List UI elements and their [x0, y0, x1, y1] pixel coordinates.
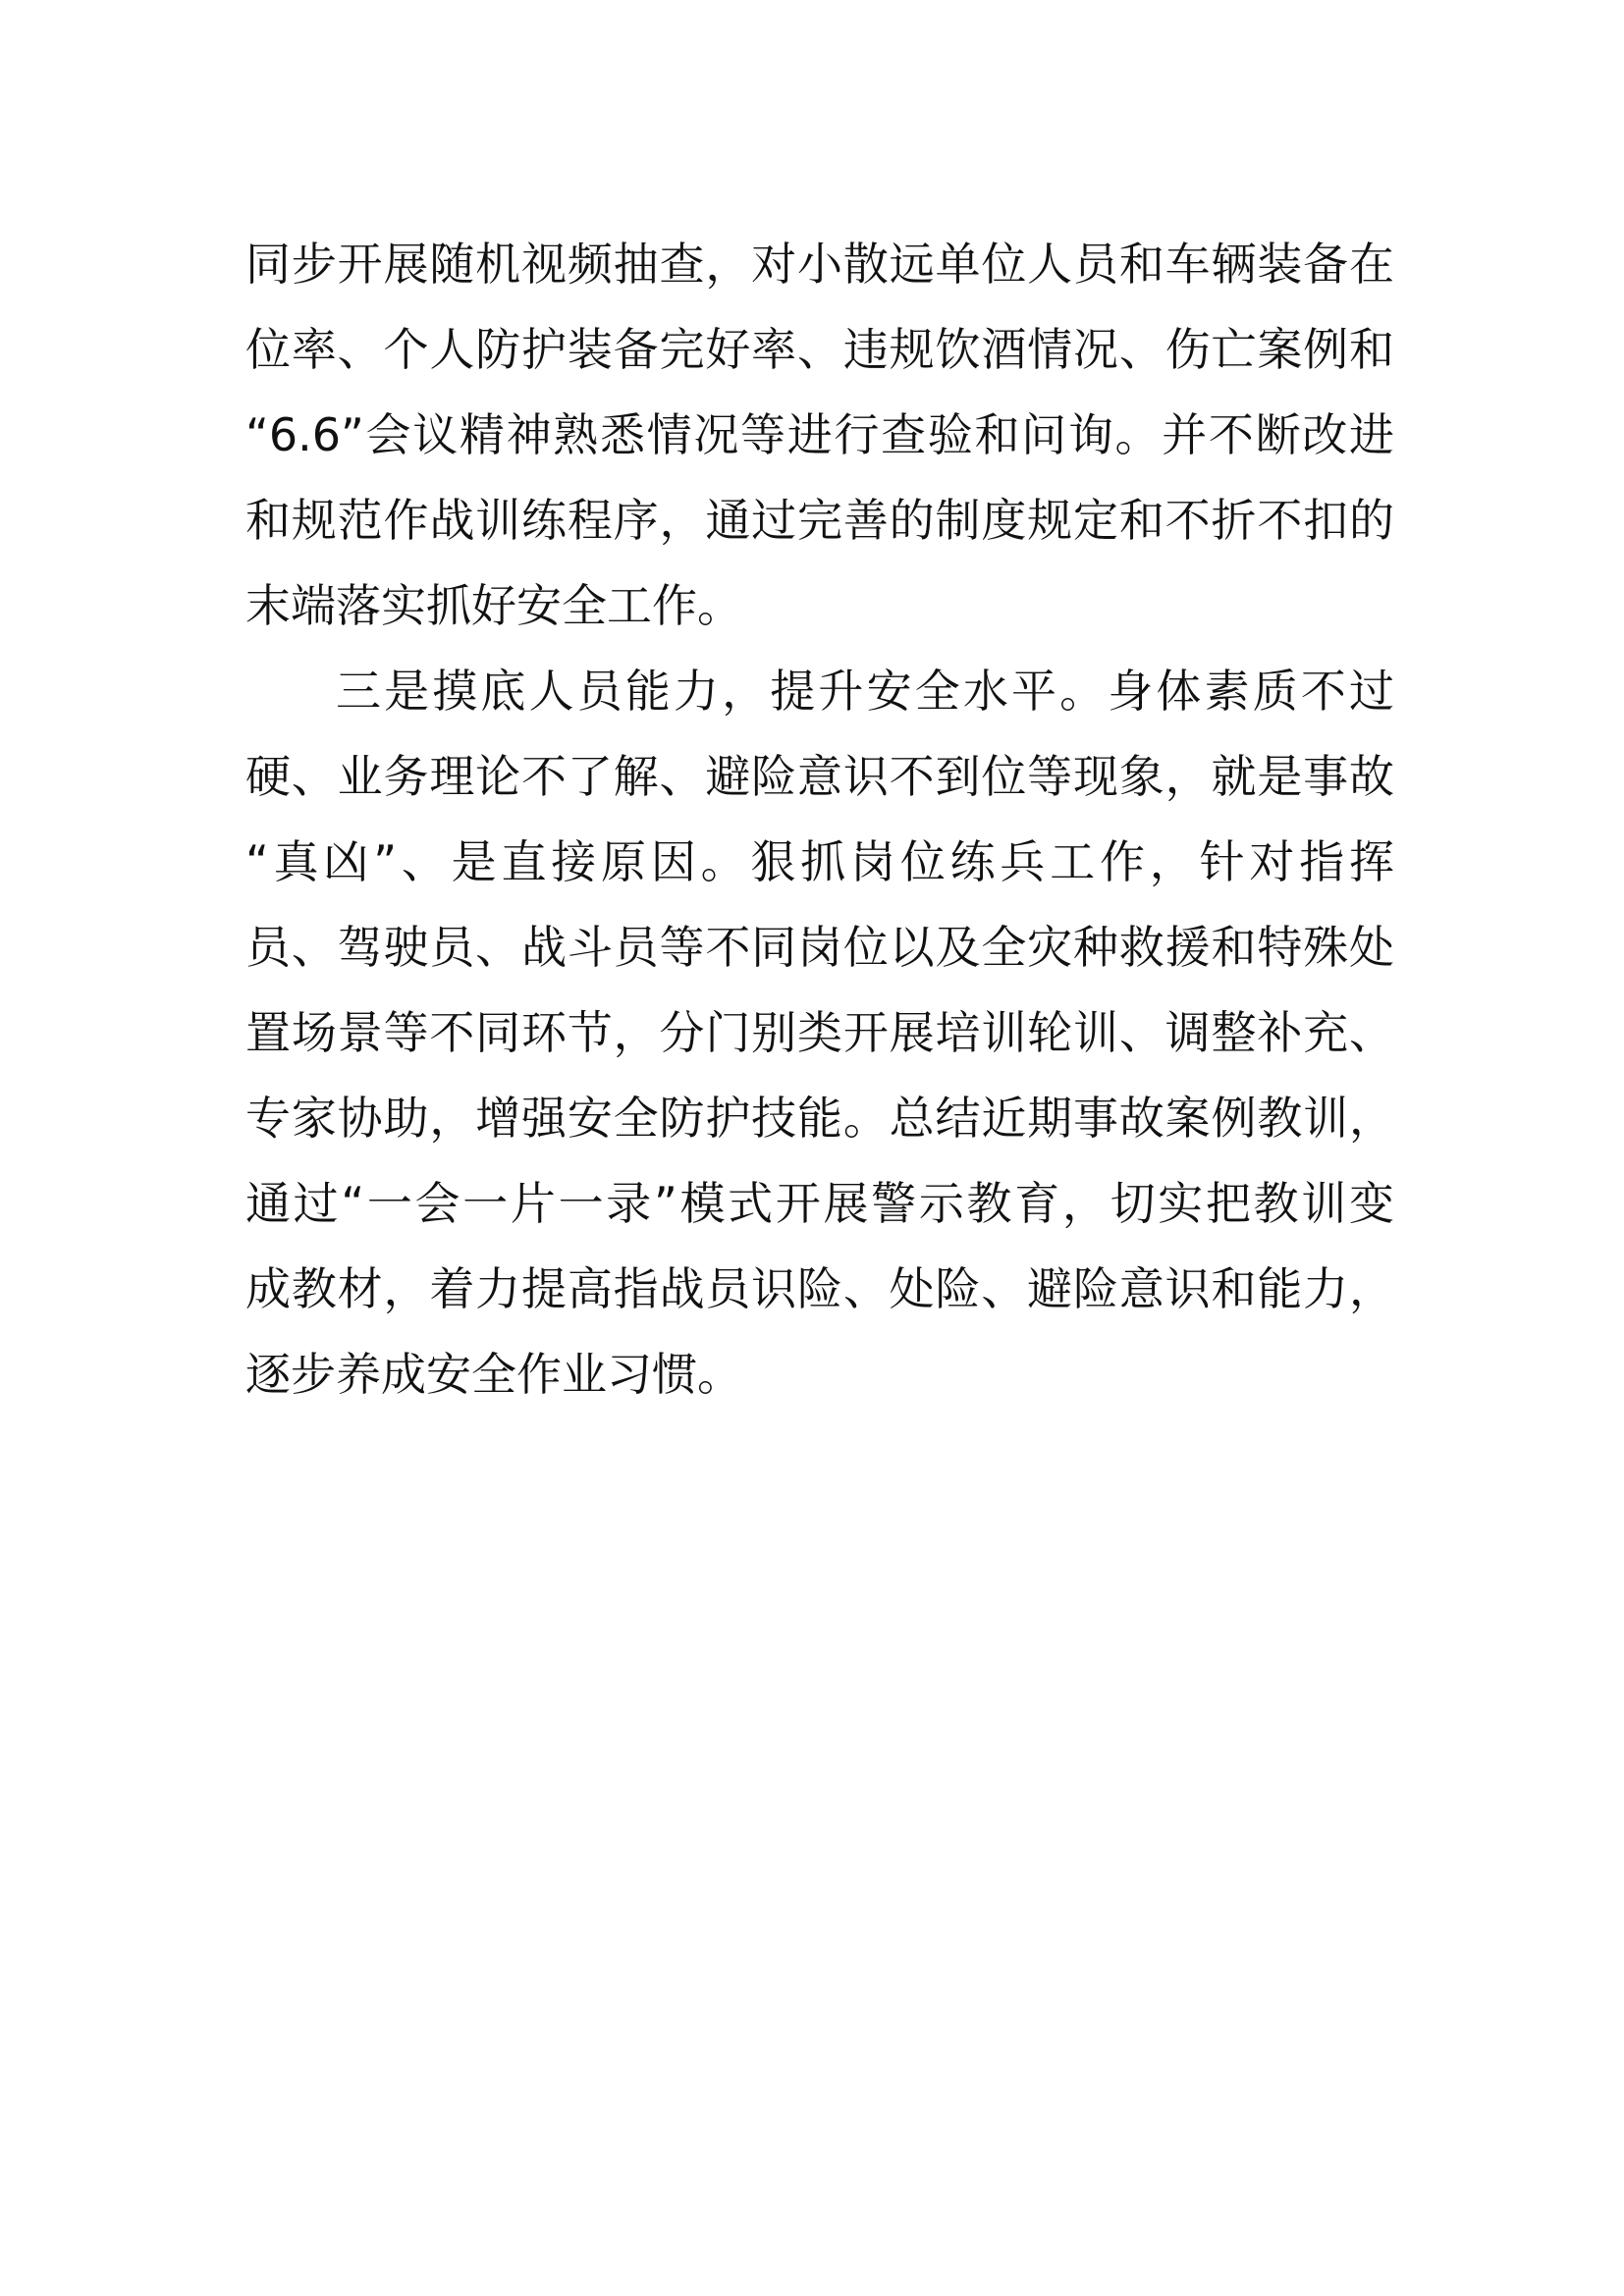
text-line: 成教材，着力提高指战员识险、处险、避险意识和能力，	[245, 1262, 1394, 1315]
text-line: 同步开展随机视频抽查，对小散远单位人员和车辆装备在	[245, 238, 1394, 291]
text-line: “真凶”、是直接原因。狠抓岗位练兵工作，针对指挥	[245, 835, 1394, 888]
document-body	[245, 222, 1394, 1417]
text-line: 通过“一会一片一录”模式开展警示教育，切实把教训变	[245, 1177, 1394, 1230]
text-line: 三是摸底人员能力，提升安全水平。身体素质不过	[336, 665, 1394, 718]
paragraph	[245, 649, 1394, 1417]
text-line: “6.6”会议精神熟悉情况等进行查验和问询。并不断改进	[245, 408, 1394, 461]
text-line: 末端落实抓好安全工作。	[245, 579, 742, 632]
text-line: 员、驾驶员、战斗员等不同岗位以及全灾种救援和特殊处	[245, 921, 1394, 974]
text-line: 逐步养成安全作业习惯。	[245, 1348, 742, 1401]
text-line: 硬、业务理论不了解、避险意识不到位等现象，就是事故	[245, 750, 1394, 803]
text-line: 置场景等不同环节，分门别类开展培训轮训、调整补充、	[245, 1006, 1394, 1059]
text-line: 专家协助，增强安全防护技能。总结近期事故案例教训，	[245, 1092, 1394, 1145]
paragraph	[245, 222, 1394, 649]
text-line: 和规范作战训练程序，通过完善的制度规定和不折不扣的	[245, 494, 1394, 547]
text-line: 位率、个人防护装备完好率、违规饮酒情况、伤亡案例和	[245, 323, 1394, 376]
